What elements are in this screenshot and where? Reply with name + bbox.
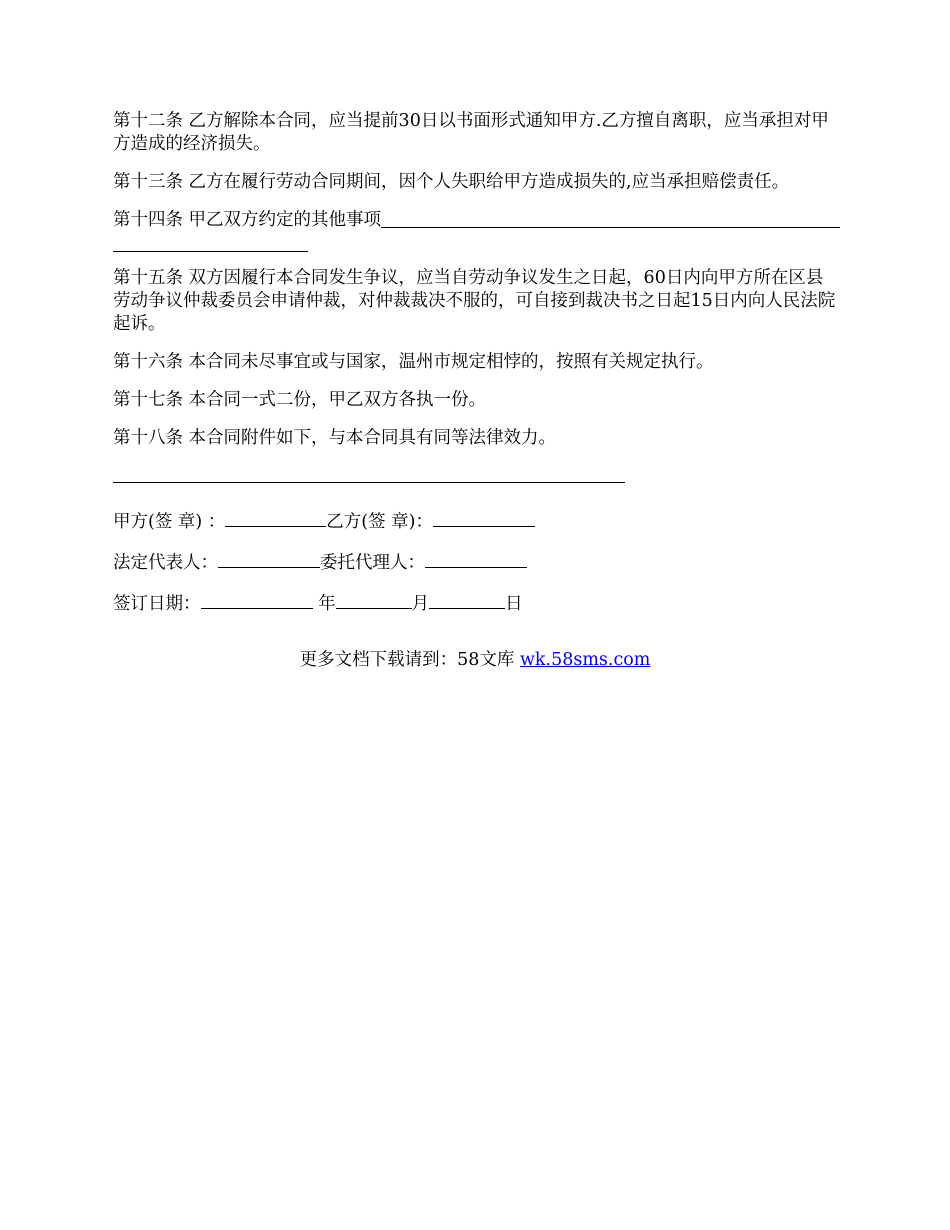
footer-text: 更多文档下载请到：58文库 xyxy=(299,650,520,670)
date-month-label: 月 xyxy=(411,594,430,614)
party-b-sign-blank xyxy=(433,507,535,527)
attachment-blank xyxy=(113,465,625,483)
agent-blank xyxy=(425,548,527,568)
clause-14-blank-continued xyxy=(113,232,308,252)
signature-row-parties xyxy=(113,507,840,530)
party-b-label: 乙方(签 章)： xyxy=(326,512,433,532)
legal-rep-blank xyxy=(218,548,320,568)
date-day-label: 日 xyxy=(505,594,523,614)
date-year-label: 年 xyxy=(312,594,336,614)
clause-14-blank xyxy=(381,208,840,228)
download-footer xyxy=(0,649,950,672)
signature-row-representatives xyxy=(113,548,840,571)
clause-13: 第十三条 乙方在履行劳动合同期间，因个人失职给甲方造成损失的,应当承担赔偿责任。 xyxy=(113,172,790,192)
clause-18: 第十八条 本合同附件如下，与本合同具有同等法律效力。 xyxy=(113,428,557,448)
clause-15: 第十五条 双方因履行本合同发生争议，应当自劳动争议发生之日起，60日内向甲方所在区县劳动争议仲裁委员会申请仲裁，对仲裁裁决不服的，可自接到裁决书之日起15日内向人民法院起诉。 xyxy=(113,268,836,334)
date-year-blank xyxy=(201,589,313,609)
clause-12: 第十二条 乙方解除本合同，应当提前30日以书面形式通知甲方.乙方擅自离职，应当承担对甲方造成的经济损失。 xyxy=(113,111,829,154)
clause-17: 第十七条 本合同一式二份，甲乙双方各执一份。 xyxy=(113,390,487,410)
footer-link[interactable]: wk.58sms.com xyxy=(519,650,651,670)
legal-rep-label: 法定代表人： xyxy=(113,553,218,573)
clause-14 xyxy=(113,209,840,252)
signature-row-date xyxy=(113,589,840,612)
date-label: 签订日期： xyxy=(113,594,201,614)
party-a-sign-blank xyxy=(225,507,326,527)
clause-16: 第十六条 本合同未尽事宜或与国家，温州市规定相悖的，按照有关规定执行。 xyxy=(113,352,714,372)
date-day-blank xyxy=(429,589,505,609)
agent-label: 委托代理人： xyxy=(320,553,425,573)
document-body xyxy=(113,110,840,612)
party-a-label: 甲方(签 章) ： xyxy=(113,512,226,532)
clause-14-text: 第十四条 甲乙双方约定的其他事项 xyxy=(113,210,382,230)
date-month-blank xyxy=(336,589,412,609)
